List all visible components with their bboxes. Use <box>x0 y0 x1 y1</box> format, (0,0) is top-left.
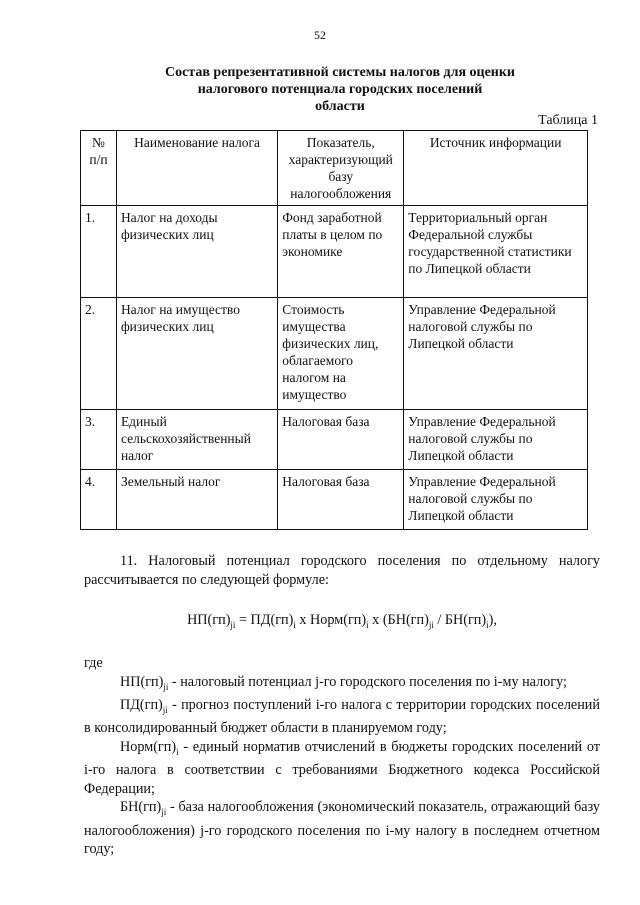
formula-bn: БН(гп) <box>387 612 429 628</box>
definition-term: БН(гп) <box>120 799 162 816</box>
formula-sub: i <box>486 619 489 630</box>
definition-sub: ji <box>161 807 167 818</box>
table-row <box>81 410 588 470</box>
formula-pd: ПД(гп) <box>250 612 294 628</box>
row-indicator: Налоговая база <box>278 470 404 530</box>
row-number: 4. <box>81 470 117 530</box>
paragraph-11: 11. Налоговый потенциал городского поселения по отдельному налогу рассчитывается по следующей формуле: <box>84 553 600 588</box>
header-tax-name: Наименование налога <box>116 131 277 206</box>
table-row <box>81 470 588 530</box>
table-row <box>81 298 588 410</box>
title-line: области <box>315 99 365 114</box>
definition-sub: ji <box>163 681 169 692</box>
header-number: № п/п <box>81 131 117 206</box>
header-indicator: Показатель, характеризующий базу налогообложения <box>278 131 404 206</box>
definition-text: - единый норматив отчислений в бюджеты городских поселений от i-го налога в соответствии с требованиями Бюджетного кодекса Российской Федерации; <box>84 738 600 797</box>
row-number: 3. <box>81 410 117 470</box>
row-source: Управление Федеральной налоговой службы по Липецкой области <box>404 298 588 410</box>
header-source: Источник информации <box>404 131 588 206</box>
row-indicator: Фонд заработной платы в целом по экономике <box>278 206 404 298</box>
formula-times: x <box>295 612 311 628</box>
row-tax-name: Налог на доходы физических лиц <box>116 206 277 298</box>
definition-term: ПД(гп) <box>120 697 163 714</box>
definition <box>84 673 600 696</box>
definition-term: НП(гп) <box>120 673 164 690</box>
definition-term: Норм(гп) <box>120 738 177 755</box>
row-source: Территориальный орган Федеральной службы государственной статистики по Липецкой области <box>404 206 588 298</box>
formula-times: x <box>368 612 383 628</box>
formula-div: / <box>433 612 445 628</box>
page-number: 52 <box>314 28 326 42</box>
row-source: Управление Федеральной налоговой службы по Липецкой области <box>404 470 588 530</box>
title-line: налогового потенциала городских поселений <box>197 82 483 97</box>
body-text <box>84 552 600 859</box>
row-tax-name: Единый сельскохозяйственный налог <box>116 410 277 470</box>
row-indicator: Стоимость имущества физических лиц, облагаемого налогом на имущество <box>278 298 404 410</box>
definition-sub: i <box>176 746 179 757</box>
formula-close: ) <box>488 612 494 628</box>
formula-norm: Норм(гп) <box>310 612 367 628</box>
formula-bn: БН(гп) <box>444 612 487 628</box>
formula-eq: = <box>235 612 251 628</box>
title-line: Состав репрезентативной системы налогов для оценки <box>164 65 516 80</box>
formula-sub: i <box>366 619 369 630</box>
table-row <box>81 206 588 298</box>
definition-sub: ji <box>162 704 168 715</box>
document-title <box>130 64 550 115</box>
formula-end: , <box>493 612 497 628</box>
formula-np: НП(гп) <box>187 612 231 628</box>
row-tax-name: Налог на имущество физических лиц <box>116 298 277 410</box>
formula-open: ( <box>382 612 388 628</box>
definition <box>84 696 600 738</box>
formula-sub: ji <box>428 619 434 630</box>
row-number: 1. <box>81 206 117 298</box>
row-indicator: Налоговая база <box>278 410 404 470</box>
row-source: Управление Федеральной налоговой службы по Липецкой области <box>404 410 588 470</box>
formula-sub: i <box>293 619 296 630</box>
definition-text: - прогноз поступлений i-го налога с территории городских поселений в консолидированный бюджет области в планируемом году; <box>84 697 600 737</box>
formula <box>84 611 600 634</box>
definition <box>84 738 600 798</box>
definition <box>84 798 600 858</box>
row-tax-name: Земельный налог <box>116 470 277 530</box>
where-label: где <box>84 655 103 672</box>
table-header-row <box>81 131 588 206</box>
formula-sub: ji <box>230 619 236 630</box>
table-label: Таблица 1 <box>538 113 598 128</box>
definition-text: - база налогообложения (экономический показатель, отражающий базу налогообложения) j-го городского поселения по i-му налогу в последнем отчетном году; <box>84 799 600 858</box>
row-number: 2. <box>81 298 117 410</box>
tax-system-table <box>80 130 588 530</box>
definition-text: - налоговый потенциал j-го городского поселения по i-му налогу; <box>168 673 567 690</box>
